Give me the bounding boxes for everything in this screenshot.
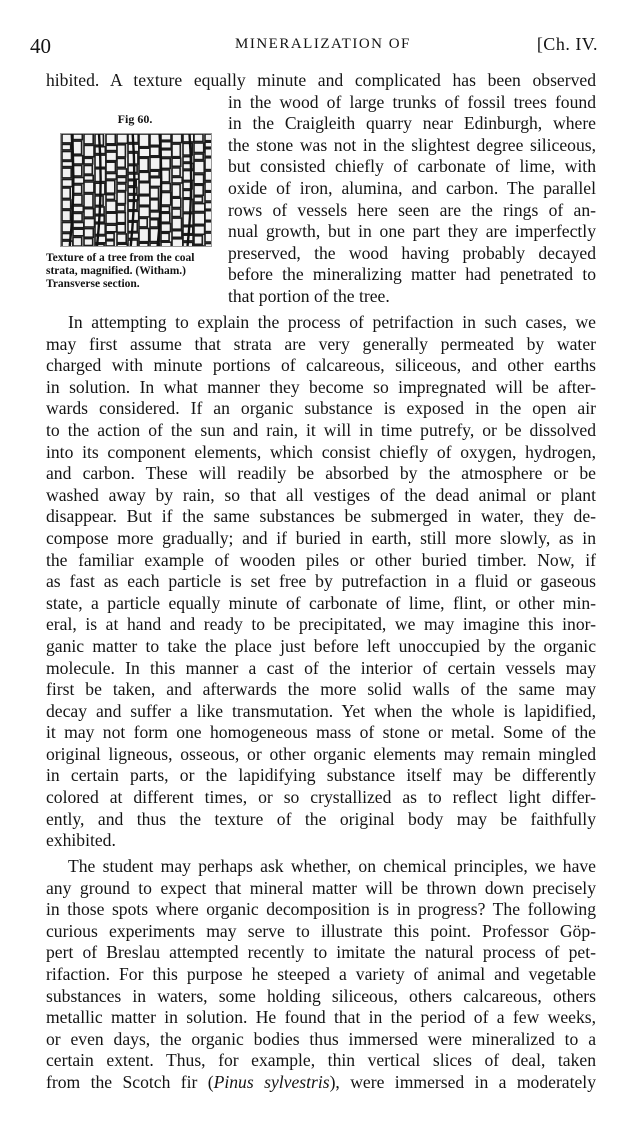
text-line: In attempting to explain the process of petrifaction in such cases, we [68, 312, 596, 332]
text-line: decay and suffer a like transmutation. Yet when the whole is lapidified, [46, 700, 596, 721]
text-line: that portion of the tree. [228, 285, 390, 306]
text-line: the stone was not in the slightest degree siliceous, [228, 134, 596, 155]
wrapped-paragraph [46, 70, 596, 308]
paragraph-2 [46, 856, 596, 1094]
text-line: substances in waters, some holding siliceous, others calcareous, others [46, 985, 596, 1006]
text-line: as fast as each particle is set free by putrefaction in a fluid or gaseous [46, 571, 596, 592]
text-line: molecule. In this manner a cast of the interior of certain vessels may [46, 657, 596, 678]
text-line: in solution. In what manner they become so impregnated will be after- [46, 376, 596, 397]
text-line: any ground to expect that mineral matter will be thrown down precisely [46, 877, 596, 898]
page-number: 40 [30, 34, 51, 58]
text-line: washed away by rain, so that all vestiges of the dead animal or plant [46, 484, 596, 505]
text-line: eral, is at hand and ready to be precipitated, we may imagine this inor- [46, 614, 596, 635]
text-line: ganic matter to take the place just before left unoccupied by the organic [46, 635, 596, 656]
figure-label: Fig 60. [117, 112, 153, 126]
text-line: curious experiments may serve to illustrate this point. Professor Göp- [46, 920, 596, 941]
text-line: rows of vessels here seen are the rings of an- [228, 199, 596, 220]
text-line: The student may perhaps ask whether, on chemical principles, we have [68, 856, 596, 876]
text-line: disappear. But if the same substances be submerged in water, they de- [46, 506, 596, 527]
text-line: the familiar example of wooden piles or other buried timber. Now, if [46, 549, 596, 570]
text-line: preserved, the wood having probably decayed [228, 242, 596, 263]
chapter-marker: [Ch. IV. [536, 34, 598, 54]
text-line: nual growth, but in one part they are imperfectly [228, 221, 596, 242]
running-header [30, 32, 598, 58]
text-line: into its component elements, which consist chiefly of oxygen, hydrogen, [46, 441, 596, 462]
text-line: colored at different times, or so crystallized as to reflect light differ- [46, 787, 596, 808]
text-line: hibited. A texture equally minute and complicated has been observed [46, 70, 596, 90]
text-line: but consisted chiefly of carbonate of lime, with [228, 156, 596, 177]
text-line: state, a particle equally minute of carbonate of lime, flint, or other min- [46, 592, 596, 613]
figure-caption: Texture of a tree from the coal strata, magnified. (Witham.) Transverse section. [46, 252, 195, 290]
paragraph-1 [46, 312, 596, 852]
text-line: may first assume that strata are very generally permeated by water [46, 333, 596, 354]
text-line: original ligneous, osseous, or other organic elements may remain mingled [46, 743, 596, 764]
text-line [46, 1072, 596, 1094]
text-line: rifaction. For this purpose he steeped a variety of animal and vegetable [46, 963, 596, 984]
text-line: and carbon. These will readily be absorbed by the atmosphere or be [46, 463, 596, 484]
text-segment: from the Scotch fir ( [46, 1071, 214, 1092]
text-line: oxide of iron, alumina, and carbon. The parallel [228, 177, 596, 198]
text-line: first be taken, and afterwards the more solid walls of the same may [46, 679, 596, 700]
text-line: wards considered. If an organic substance is exposed in the open air [46, 398, 596, 419]
text-line: ently, and thus the texture of the original body may be faithfully [46, 808, 596, 829]
text-line: it may not form one homogeneous mass of stone or metal. Some of the [46, 722, 596, 743]
text-line: in certain parts, or the lapidifying substance itself may be differently [46, 765, 596, 786]
text-line: compose more gradually; and if buried in earth, still more slowly, as in [46, 527, 596, 548]
text-line: in the Craigleith quarry near Edinburgh, where [228, 113, 596, 134]
text-segment: ), were immersed in a moderately [329, 1071, 596, 1092]
text-line: in those spots where organic decomposition is in progress? The following [46, 899, 596, 920]
species-name: Pinus sylvestris [213, 1071, 330, 1092]
text-line: or even days, the organic bodies thus immersed were mineralized to a [46, 1028, 596, 1049]
text-line: before the mineralizing matter had penetrated to [228, 264, 596, 285]
text-line: charged with minute portions of calcareous, siliceous, and other earths [46, 355, 596, 376]
text-line: metallic matter in solution. He found that in the period of a few weeks, [46, 1007, 596, 1028]
text-line: to the action of the sun and rain, it will in time putrefy, or be dissolved [46, 419, 596, 440]
text-line: exhibited. [46, 830, 116, 851]
running-title: MINERALIZATION OF [235, 36, 411, 52]
text-line: in the wood of large trunks of fossil trees found [228, 91, 596, 112]
text-line: pert of Breslau attempted recently to imitate the natural process of pet- [46, 942, 596, 963]
text-line: certain extent. Thus, for example, thin vertical slices of deal, taken [46, 1050, 596, 1071]
